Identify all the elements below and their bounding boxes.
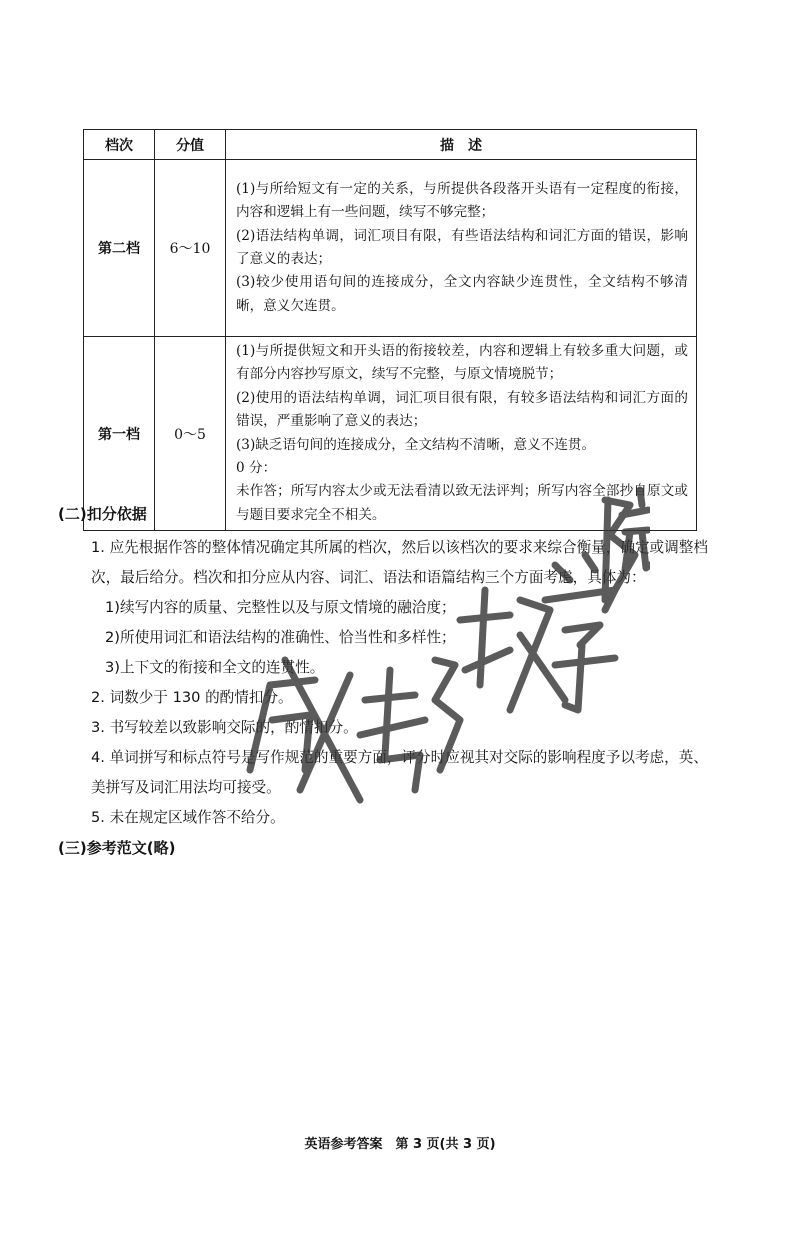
description-line: (1)与所给短文有一定的关系，与所提供各段落开头语有一定程度的衔接，内容和逻辑上有一些问题，续写不够完整； [236, 180, 688, 221]
table-row [84, 160, 697, 337]
description-cell [226, 337, 697, 531]
level-cell: 第二档 [84, 160, 155, 337]
list-item: 3)上下文的衔接和全文的连贯性。 [105, 659, 325, 676]
list-item: 2)所使用词汇和语法结构的准确性、恰当性和多样性； [105, 629, 456, 646]
description-line: (2)使用的语法结构单调，词汇项目很有限，有较多语法结构和词汇方面的错误，严重影响了意义的表达； [236, 389, 688, 430]
score-cell: 6～10 [155, 160, 226, 337]
page-footer: 英语参考答案 第 3 页(共 3 页) [304, 1137, 496, 1152]
list-item: 1. 应先根据作答的整体情况确定其所属的档次，然后以该档次的要求来综合衡量，确定或调整档次，最后给分。档次和扣分应从内容、词汇、语法和语篇结构三个方面考虑，具体为： [91, 539, 708, 586]
description-line: (1)与所提供短文和开头语的衔接较差，内容和逻辑上有较多重大问题，或有部分内容抄写原文，续写不完整，与原文情境脱节； [236, 343, 688, 383]
header-level: 档次 [84, 130, 155, 160]
description-line: 0 分： [236, 460, 277, 477]
description-line: (2)语法结构单调，词汇项目有限，有些语法结构和词汇方面的错误，影响了意义的表达； [236, 227, 688, 267]
score-cell: 0～5 [155, 337, 226, 531]
description-line: (3)缺乏语句间的连接成分，全文结构不清晰，意义不连贯。 [236, 436, 596, 453]
table-header-row [84, 130, 697, 160]
list-item: 5. 未在规定区域作答不给分。 [91, 809, 285, 826]
list-item: 4. 单词拼写和标点符号是写作规范的重要方面，评分时应视其对交际的影响程度予以考虑，英、美拼写及词汇用法均可接受。 [91, 749, 708, 796]
header-description: 描 述 [226, 130, 697, 160]
section-title-deduction: (二)扣分依据 [58, 505, 147, 523]
deduction-list [91, 533, 711, 833]
description-cell [226, 160, 697, 337]
description-line: 未作答；所写内容太少或无法看清以致无法评判；所写内容全部抄自原文或与题目要求完全不相关。 [236, 483, 688, 523]
description-line: (3)较少使用语句间的连接成分，全文内容缺少连贯性，全文结构不够清晰，意义欠连贯。 [236, 274, 688, 314]
list-item: 3. 书写较差以致影响交际的，酌情扣分。 [91, 719, 358, 736]
level-cell: 第一档 [84, 337, 155, 531]
list-item: 2. 词数少于 130 的酌情扣分。 [91, 689, 293, 706]
section-title-sample: (三)参考范文(略) [58, 839, 176, 857]
header-score: 分值 [155, 130, 226, 160]
scoring-rubric-table [83, 129, 697, 531]
table-row [84, 337, 697, 531]
list-item: 1)续写内容的质量、完整性以及与原文情境的融洽度； [105, 599, 456, 616]
